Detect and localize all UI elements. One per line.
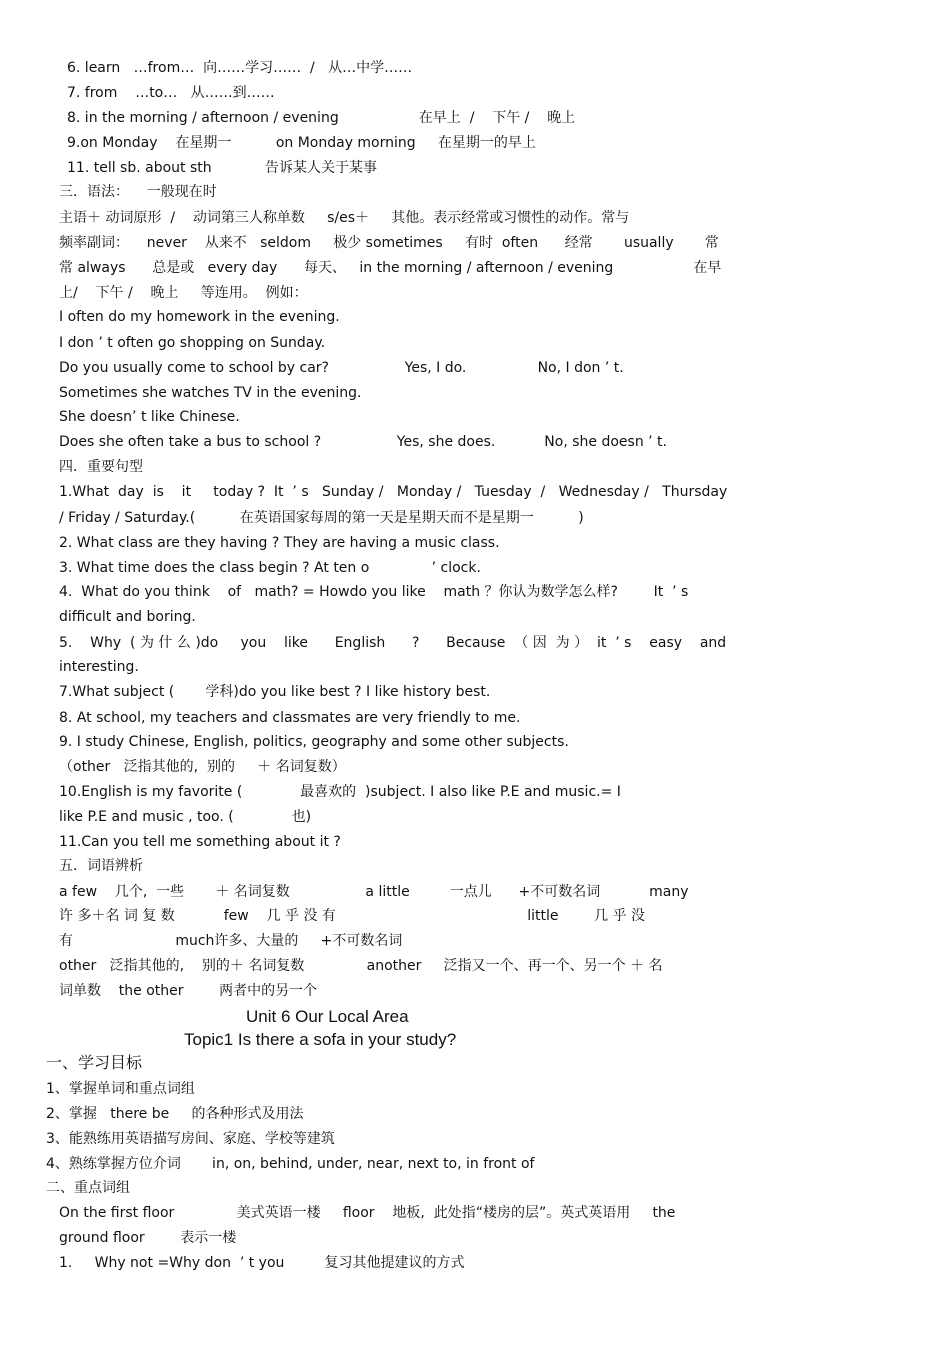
grammar-example: Does she often take a bus to school ? Yes, she does. No, she doesn ’ t. (59, 434, 667, 450)
grammar-example: Do you usually come to school by car? Yes, I do. No, I don ’ t. (59, 360, 624, 376)
key-phrases-heading: 二、重点词组 (46, 1180, 130, 1196)
sentence-line: 8. At school, my teachers and classmates are very friendly to me. (59, 710, 521, 726)
word-analysis-line: other 泛指其他的, 别的＋ 名词复数 another 泛指又一个、再一个、另一个 ＋ 名 (59, 958, 663, 974)
sentence-line: （other 泛指其他的, 别的 ＋ 名词复数） (59, 759, 346, 775)
objective-item: 3、能熟练用英语描写房间、家庭、学校等建筑 (46, 1131, 335, 1147)
sentence-line: 4. What do you think of math? = Howdo you like math ？你认为数学怎么样? It ’ s (59, 584, 689, 600)
vocab-item: 6. learn …from… 向……学习…… / 从…中学…… (67, 60, 413, 76)
sentence-line: difficult and boring. (59, 609, 196, 625)
word-analysis-heading: 五．词语辨析 (59, 858, 143, 874)
sentence-line: 5. Why ( 为 什 么 )do you like English ? Because （ 因 为 ） it ’ s easy and (59, 635, 727, 651)
objective-item: 4、熟练掌握方位介词 in, on, behind, under, near, next to, in front of (46, 1156, 535, 1172)
word-analysis-line: 词单数 the other 两者中的另一个 (59, 983, 318, 999)
vocab-item: 8. in the morning / afternoon / evening 在早上 / 下午 / 晚上 (67, 110, 576, 126)
grammar-example: Sometimes she watches TV in the evening. (59, 385, 362, 401)
key-phrase-line: On the first floor 美式英语一楼 floor 地板, 此处指“楼房的层”。英式英语用 the (59, 1205, 676, 1221)
key-phrase-line: 1. Why not =Why don ’ t you 复习其他提建议的方式 (59, 1255, 465, 1271)
sentence-line: 3. What time does the class begin ? At ten o ’ clock. (59, 560, 481, 576)
grammar-example: She doesn’ t like Chinese. (59, 409, 240, 425)
vocab-item: 11. tell sb. about sth 告诉某人关于某事 (67, 160, 378, 176)
sentence-line: interesting. (59, 659, 139, 675)
objectives-heading: 一、学习目标 (46, 1053, 143, 1072)
key-phrase-line: ground floor 表示一楼 (59, 1230, 237, 1246)
sentence-line: 9. I study Chinese, English, politics, geography and some other subjects. (59, 734, 569, 750)
grammar-explanation-line: 上/ 下午 / 晚上 等连用。 例如： (59, 285, 308, 301)
sentence-line: 10.English is my favorite ( 最喜欢的 )subject. I also like P.E and music.= I (59, 784, 621, 800)
vocab-item: 9.on Monday 在星期一 on Monday morning 在星期一的早上 (67, 135, 536, 151)
sentence-line: 1.What day is it today ? It ’ s Sunday / Monday / Tuesday / Wednesday / Thursday (59, 484, 728, 500)
grammar-explanation-line: 主语＋ 动词原形 / 动词第三人称单数 s/es＋ 其他。表示经常或习惯性的动作。常与 (59, 210, 630, 226)
topic-title: Topic1 Is there a sofa in your study? (184, 1030, 457, 1049)
unit-title: Unit 6 Our Local Area (246, 1007, 409, 1026)
sentences-heading: 四．重要句型 (59, 459, 143, 475)
word-analysis-line: 许 多＋名 词 复 数 few 几 乎 没 有 little 几 乎 没 (59, 908, 646, 924)
vocab-item: 7. from …to… 从……到…… (67, 85, 275, 101)
word-analysis-line: 有 much许多、大量的 +不可数名词 (59, 933, 403, 949)
objective-item: 1、掌握单词和重点词组 (46, 1081, 195, 1097)
grammar-explanation-line: 常 always 总是或 every day 每天、 in the morning / afternoon / evening 在早 (59, 260, 722, 276)
sentence-line: like P.E and music , too. ( 也) (59, 809, 312, 825)
sentence-line: 7.What subject ( 学科)do you like best ? I like history best. (59, 684, 491, 700)
sentence-line: 2. What class are they having ? They are having a music class. (59, 535, 500, 551)
objective-item: 2、掌握 there be 的各种形式及用法 (46, 1106, 304, 1122)
grammar-heading: 三．语法： 一般现在时 (59, 184, 217, 200)
sentence-line: 11.Can you tell me something about it ? (59, 834, 341, 850)
sentence-line: / Friday / Saturday.( 在英语国家每周的第一天是星期天而不是星期一 ) (59, 510, 584, 526)
word-analysis-line: a few 几个, 一些 ＋ 名词复数 a little 一点儿 +不可数名词 many (59, 884, 689, 900)
grammar-example: I often do my homework in the evening. (59, 309, 340, 325)
grammar-example: I don ’ t often go shopping on Sunday. (59, 335, 326, 351)
grammar-explanation-line: 频率副词： never 从来不 seldom 极少 sometimes 有时 often 经常 usually 常 (59, 235, 719, 251)
